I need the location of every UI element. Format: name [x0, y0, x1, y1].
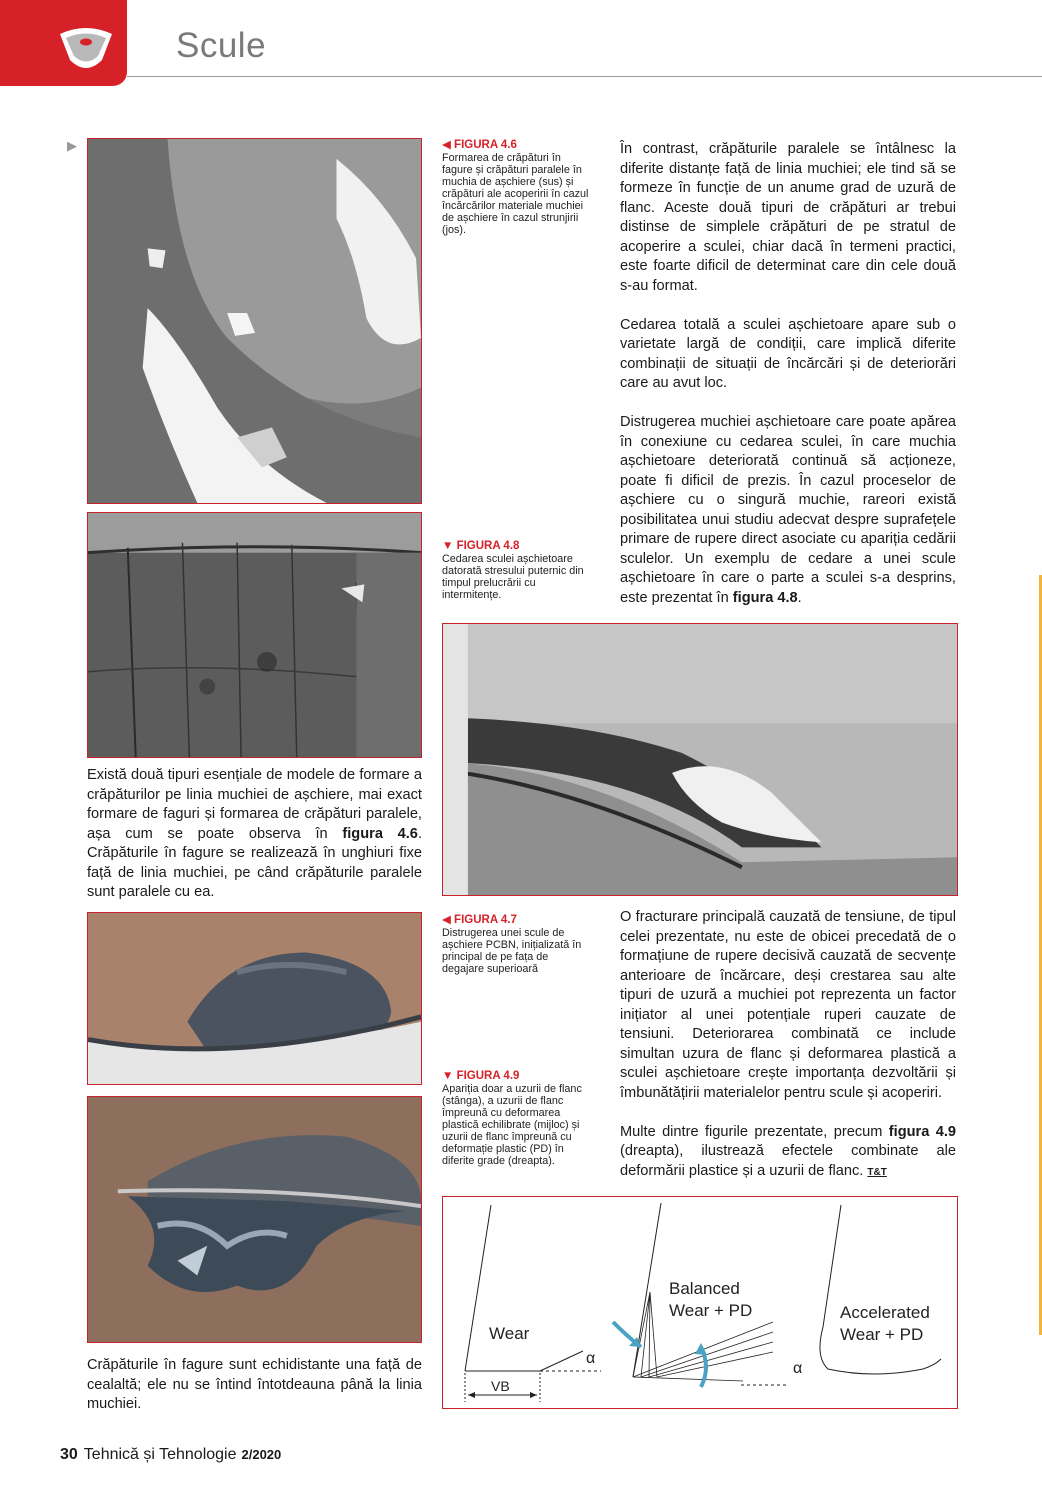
- section-tab: [0, 0, 127, 86]
- deformation-line: [649, 1342, 773, 1377]
- left-column-text: [87, 766, 422, 922]
- cutting-insert-icon: [58, 24, 114, 74]
- magazine-name: Tehnică și Tehnologie: [83, 1446, 237, 1463]
- figure-4-8-photo: [442, 623, 958, 896]
- figure-4-8-text: Cedarea sculei așchietoare datorată stresului puternic din timpul prelucrării cu intermitențe.: [442, 553, 584, 601]
- paragraph: Multe dintre figurile prezentate, precum figura 4.9 (dreapta), ilustrează efectele combinate ale deformării plastice și a uzurii de flanc. T&T: [620, 1123, 956, 1179]
- deformation-line: [650, 1292, 657, 1377]
- figure-4-7-title: ◀ FIGURA 4.7: [442, 914, 517, 926]
- label-alpha: α: [793, 1360, 803, 1377]
- paragraph: Crăpăturile în fagure sunt echidistante una față de cealaltă; ele nu se întind întotdeauna până la linia muchiei.: [87, 1357, 422, 1412]
- label-accelerated-line2: Wear + PD: [840, 1325, 924, 1344]
- figure-4-7-photo: [87, 912, 422, 1085]
- left-column-text-lower: [87, 1356, 422, 1434]
- figure-4-6-title: ◀ FIGURA 4.6: [442, 139, 517, 151]
- figure-4-6-text: Formarea de crăpături în fagure și crăpături paralele în muchia de așchiere (sus) și crăpături ale acoperirii în cazul încărcărilor materiale muchiei de așchiere în cazul strunjirii (jos).: [442, 152, 589, 236]
- arrowhead-icon: [530, 1392, 537, 1398]
- label-balanced-line2: Wear + PD: [669, 1301, 753, 1320]
- label-vb: VB: [491, 1378, 510, 1394]
- header-divider: [127, 76, 1042, 77]
- figure-4-8-caption: [442, 540, 592, 601]
- deformation-line: [641, 1292, 650, 1377]
- section-title: Scule: [176, 26, 267, 65]
- paragraph: O fracturare principală cauzată de tensiune, de tipul celei prezentate, nu este de obicei precedată de o formațiune de rupere decisivă cauzată de secvențe anterioare de încărcare, deși crestarea sau alte tipuri de uzură a muchiei pot reprezenta un factor inițiator al unei potențiale ruperi cauzate de tensiuni. Deteriorarea combinată ce include simultan uzura de flanc și deformarea plastică a sculei așchietoare crește importanța dezvoltării și îmbunătățirii materialelor pentru scule și acoperiri.: [620, 909, 956, 1101]
- label-wear: Wear: [489, 1324, 530, 1343]
- issue-number: 2/2020: [241, 1447, 282, 1462]
- figure-reference: figura 4.6: [342, 825, 418, 842]
- figure-4-9-photo: [87, 1096, 422, 1343]
- figure-4-9-text: Apariția doar a uzurii de flanc (stânga), a uzurii de flanc împreună cu deformarea plastică echilibrate (mijloc) și uzurii de flanc împreună cu deformație plastic (PD) în diferite grade (dreapta).: [442, 1083, 582, 1167]
- paragraph: Distrugerea muchiei așchietoare care poate apărea în conexiune cu cedarea sculei, în care muchia așchietoare deteriorată continuă să acționeze, poate fi dificil de prezis. În cazul proceselor de așchiere cu o singură muchie, rareori există posibilitatea unui studiu adecvat despre suprafețele primare de rupere direct asociate cu apariția cedării sculelor. Un exemplu de cedare a unei scule așchietoare în care o parte a sculei s-a desprins, este prezentat în figura 4.8.: [620, 414, 956, 606]
- wear-diagram: [442, 1196, 958, 1409]
- right-column-text: [620, 140, 956, 628]
- deformation-line: [633, 1292, 650, 1377]
- deformation-line: [649, 1292, 650, 1377]
- page-footer: [60, 1446, 281, 1464]
- figure-4-8-title: ▼ FIGURA 4.8: [442, 540, 520, 552]
- paragraph: Există două tipuri esențiale de modele de formare a crăpăturilor pe linia muchiei de așchiere, mai exact formare de faguri și formarea de crăpături paralele, așa cum se poate observa în figura 4.6. Crăpăturile în fagure se realizează în unghiuri fixe față de linia muchiei, pe când crăpăturile paralele sunt paralele cu ea.: [87, 767, 422, 900]
- figure-4-9-caption: [442, 1070, 592, 1167]
- paragraph: Cedarea totală a sculei așchietoare apare sub o varietate largă de condiții, care implică diferite combinații de situații de încărcări și de deteriorări care au avut loc.: [620, 316, 956, 391]
- page-number: 30: [60, 1446, 78, 1463]
- figure-4-7-text: Distrugerea unei scule de așchiere PCBN, inițializată în principal de pe fața de degajare superioară: [442, 927, 582, 975]
- label-accelerated-line1: Accelerated: [840, 1303, 930, 1322]
- figure-reference: figura 4.8: [732, 589, 798, 606]
- tool-edge-line: [633, 1203, 661, 1377]
- figure-4-6-caption: [442, 139, 592, 236]
- right-column-text-lower: [620, 908, 956, 1202]
- figure-4-7-caption: [442, 914, 592, 975]
- end-mark: T&T: [867, 1166, 887, 1178]
- deformation-line: [633, 1377, 743, 1381]
- figure-4-6-bottom-photo: [87, 512, 422, 758]
- figure-4-9-title: ▼ FIGURA 4.9: [442, 1070, 520, 1082]
- deformation-line: [657, 1352, 773, 1377]
- label-balanced-line1: Balanced: [669, 1279, 740, 1298]
- deformed-edge-line: [820, 1205, 941, 1374]
- figure-reference: figura 4.9: [888, 1123, 956, 1140]
- arrowhead-icon: [468, 1392, 475, 1398]
- clearance-line: [540, 1351, 583, 1371]
- figure-4-6-top-photo: [87, 138, 422, 504]
- paragraph: În contrast, crăpăturile paralele se întâlnesc la diferite distanțe față de linia muchiei; ele tind să se formeze în funcție de un anume grad de uzură de flanc. Aceste două tipuri de crăpături ar trebui distinse de simplele crăpături de pe stratul de acoperire a sculei, chiar dacă în termeni practici, este foarte dificil de determinat care din cele două s-au format.: [620, 141, 956, 294]
- play-arrow-icon: ▶: [67, 138, 77, 153]
- label-alpha: α: [586, 1350, 596, 1367]
- tool-edge-line: [465, 1205, 491, 1371]
